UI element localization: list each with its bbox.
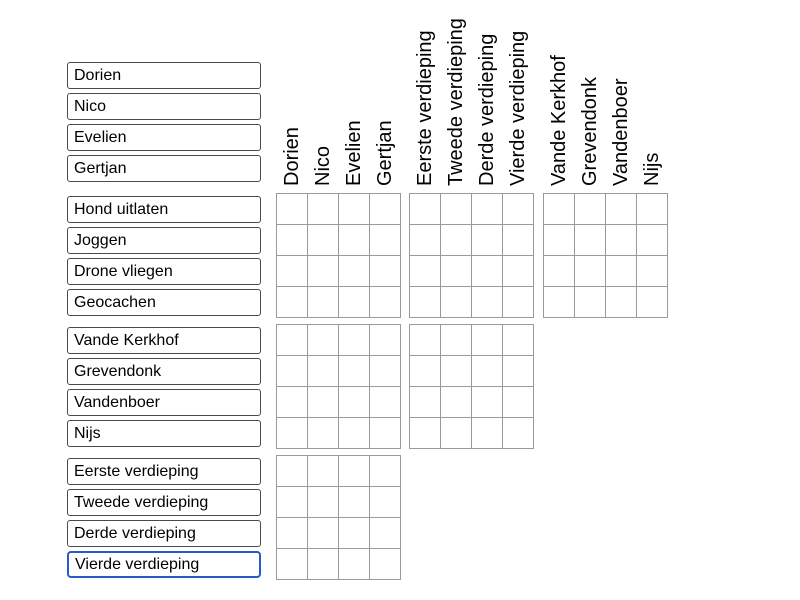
- cell-vande-kerkhof-nico[interactable]: [308, 325, 339, 356]
- cell-joggen-gertjan[interactable]: [370, 225, 401, 256]
- cell-joggen-evelien[interactable]: [339, 225, 370, 256]
- col-header-gertjan: Gertjan: [373, 120, 396, 186]
- cell-tweede-verdieping-gertjan[interactable]: [370, 487, 401, 518]
- cell-geocachen-vande-kerkhof[interactable]: [544, 287, 575, 318]
- col-header-evelien: Evelien: [342, 120, 365, 186]
- cell-geocachen-nico[interactable]: [308, 287, 339, 318]
- cell-eerste-verdieping-gertjan[interactable]: [370, 456, 401, 487]
- row-label-eerste-verdieping[interactable]: Eerste verdieping: [67, 458, 261, 485]
- cell-joggen-dorien[interactable]: [277, 225, 308, 256]
- cell-hond-uitlaten-vandenboer[interactable]: [606, 194, 637, 225]
- cell-drone-vliegen-evelien[interactable]: [339, 256, 370, 287]
- col-header-nijs: Nijs: [640, 152, 663, 186]
- cell-vierde-verdieping-nico[interactable]: [308, 549, 339, 580]
- col-header-nico: Nico: [311, 145, 334, 186]
- cell-joggen-vande-kerkhof[interactable]: [544, 225, 575, 256]
- cell-drone-vliegen-vande-kerkhof[interactable]: [544, 256, 575, 287]
- row-label-tweede-verdieping[interactable]: Tweede verdieping: [67, 489, 261, 516]
- row-label-nijs[interactable]: Nijs: [67, 420, 261, 447]
- cell-hond-uitlaten-grevendonk[interactable]: [575, 194, 606, 225]
- cell-vierde-verdieping-evelien[interactable]: [339, 549, 370, 580]
- cell-vande-kerkhof-eerste-verdieping[interactable]: [410, 325, 441, 356]
- cell-derde-verdieping-evelien[interactable]: [339, 518, 370, 549]
- grid-block-activities-x-floors: [409, 193, 534, 318]
- cell-drone-vliegen-vierde-verdieping[interactable]: [503, 256, 534, 287]
- cell-nijs-evelien[interactable]: [339, 418, 370, 449]
- cell-nijs-derde-verdieping[interactable]: [472, 418, 503, 449]
- cell-vandenboer-tweede-verdieping[interactable]: [441, 387, 472, 418]
- cell-grevendonk-eerste-verdieping[interactable]: [410, 356, 441, 387]
- cell-vande-kerkhof-evelien[interactable]: [339, 325, 370, 356]
- cell-drone-vliegen-nijs[interactable]: [637, 256, 668, 287]
- cell-hond-uitlaten-derde-verdieping[interactable]: [472, 194, 503, 225]
- row-label-geocachen[interactable]: Geocachen: [67, 289, 261, 316]
- cell-vandenboer-derde-verdieping[interactable]: [472, 387, 503, 418]
- cell-vande-kerkhof-gertjan[interactable]: [370, 325, 401, 356]
- cell-drone-vliegen-grevendonk[interactable]: [575, 256, 606, 287]
- cell-vierde-verdieping-gertjan[interactable]: [370, 549, 401, 580]
- cell-hond-uitlaten-vierde-verdieping[interactable]: [503, 194, 534, 225]
- row-label-drone-vliegen[interactable]: Drone vliegen: [67, 258, 261, 285]
- cell-joggen-nijs[interactable]: [637, 225, 668, 256]
- cell-vandenboer-evelien[interactable]: [339, 387, 370, 418]
- grid-block-activities-x-surnames: [543, 193, 668, 318]
- cell-drone-vliegen-dorien[interactable]: [277, 256, 308, 287]
- row-label-joggen[interactable]: Joggen: [67, 227, 261, 254]
- row-label-gertjan[interactable]: Gertjan: [67, 155, 261, 182]
- cell-geocachen-evelien[interactable]: [339, 287, 370, 318]
- row-label-nico[interactable]: Nico: [67, 93, 261, 120]
- cell-geocachen-eerste-verdieping[interactable]: [410, 287, 441, 318]
- cell-tweede-verdieping-dorien[interactable]: [277, 487, 308, 518]
- row-label-grevendonk[interactable]: Grevendonk: [67, 358, 261, 385]
- cell-nijs-gertjan[interactable]: [370, 418, 401, 449]
- cell-grevendonk-tweede-verdieping[interactable]: [441, 356, 472, 387]
- cell-drone-vliegen-derde-verdieping[interactable]: [472, 256, 503, 287]
- cell-nijs-eerste-verdieping[interactable]: [410, 418, 441, 449]
- cell-geocachen-dorien[interactable]: [277, 287, 308, 318]
- row-label-dorien[interactable]: Dorien: [67, 62, 261, 89]
- cell-nijs-tweede-verdieping[interactable]: [441, 418, 472, 449]
- cell-grevendonk-gertjan[interactable]: [370, 356, 401, 387]
- cell-vande-kerkhof-tweede-verdieping[interactable]: [441, 325, 472, 356]
- cell-vande-kerkhof-dorien[interactable]: [277, 325, 308, 356]
- col-header-vande-kerkhof: Vande Kerkhof: [547, 55, 570, 186]
- cell-grevendonk-evelien[interactable]: [339, 356, 370, 387]
- cell-geocachen-vandenboer[interactable]: [606, 287, 637, 318]
- cell-derde-verdieping-nico[interactable]: [308, 518, 339, 549]
- cell-geocachen-gertjan[interactable]: [370, 287, 401, 318]
- grid-block-surnames-x-floors: [409, 324, 534, 449]
- cell-nijs-nico[interactable]: [308, 418, 339, 449]
- cell-joggen-grevendonk[interactable]: [575, 225, 606, 256]
- row-label-vande-kerkhof[interactable]: Vande Kerkhof: [67, 327, 261, 354]
- cell-geocachen-vierde-verdieping[interactable]: [503, 287, 534, 318]
- cell-eerste-verdieping-nico[interactable]: [308, 456, 339, 487]
- cell-hond-uitlaten-gertjan[interactable]: [370, 194, 401, 225]
- grid-block-activities-x-names: [276, 193, 401, 318]
- cell-geocachen-nijs[interactable]: [637, 287, 668, 318]
- cell-derde-verdieping-dorien[interactable]: [277, 518, 308, 549]
- cell-drone-vliegen-gertjan[interactable]: [370, 256, 401, 287]
- cell-geocachen-tweede-verdieping[interactable]: [441, 287, 472, 318]
- cell-vandenboer-vierde-verdieping[interactable]: [503, 387, 534, 418]
- col-header-dorien: Dorien: [280, 127, 303, 186]
- cell-hond-uitlaten-tweede-verdieping[interactable]: [441, 194, 472, 225]
- cell-joggen-derde-verdieping[interactable]: [472, 225, 503, 256]
- cell-geocachen-derde-verdieping[interactable]: [472, 287, 503, 318]
- grid-block-floors-x-names: [276, 455, 401, 580]
- cell-hond-uitlaten-vande-kerkhof[interactable]: [544, 194, 575, 225]
- col-header-grevendonk: Grevendonk: [578, 77, 601, 186]
- cell-hond-uitlaten-nijs[interactable]: [637, 194, 668, 225]
- row-label-vierde-verdieping[interactable]: Vierde verdieping: [67, 551, 261, 578]
- row-label-vandenboer[interactable]: Vandenboer: [67, 389, 261, 416]
- col-header-vierde-verdieping: Vierde verdieping: [506, 30, 529, 186]
- cell-drone-vliegen-nico[interactable]: [308, 256, 339, 287]
- grid-block-surnames-x-names: [276, 324, 401, 449]
- cell-derde-verdieping-gertjan[interactable]: [370, 518, 401, 549]
- cell-drone-vliegen-eerste-verdieping[interactable]: [410, 256, 441, 287]
- cell-drone-vliegen-tweede-verdieping[interactable]: [441, 256, 472, 287]
- cell-vandenboer-dorien[interactable]: [277, 387, 308, 418]
- cell-grevendonk-nico[interactable]: [308, 356, 339, 387]
- cell-hond-uitlaten-nico[interactable]: [308, 194, 339, 225]
- cell-hond-uitlaten-dorien[interactable]: [277, 194, 308, 225]
- cell-eerste-verdieping-evelien[interactable]: [339, 456, 370, 487]
- col-header-tweede-verdieping: Tweede verdieping: [444, 18, 467, 186]
- row-label-evelien[interactable]: Evelien: [67, 124, 261, 151]
- cell-eerste-verdieping-dorien[interactable]: [277, 456, 308, 487]
- cell-vande-kerkhof-derde-verdieping[interactable]: [472, 325, 503, 356]
- cell-joggen-eerste-verdieping[interactable]: [410, 225, 441, 256]
- cell-joggen-nico[interactable]: [308, 225, 339, 256]
- cell-grevendonk-derde-verdieping[interactable]: [472, 356, 503, 387]
- cell-joggen-vierde-verdieping[interactable]: [503, 225, 534, 256]
- cell-tweede-verdieping-nico[interactable]: [308, 487, 339, 518]
- cell-hond-uitlaten-eerste-verdieping[interactable]: [410, 194, 441, 225]
- cell-vierde-verdieping-dorien[interactable]: [277, 549, 308, 580]
- col-header-vandenboer: Vandenboer: [609, 78, 632, 186]
- cell-joggen-vandenboer[interactable]: [606, 225, 637, 256]
- cell-nijs-vierde-verdieping[interactable]: [503, 418, 534, 449]
- cell-nijs-dorien[interactable]: [277, 418, 308, 449]
- cell-vande-kerkhof-vierde-verdieping[interactable]: [503, 325, 534, 356]
- cell-grevendonk-dorien[interactable]: [277, 356, 308, 387]
- cell-vandenboer-nico[interactable]: [308, 387, 339, 418]
- cell-vandenboer-eerste-verdieping[interactable]: [410, 387, 441, 418]
- row-label-hond-uitlaten[interactable]: Hond uitlaten: [67, 196, 261, 223]
- col-header-derde-verdieping: Derde verdieping: [475, 33, 498, 186]
- cell-vandenboer-gertjan[interactable]: [370, 387, 401, 418]
- cell-hond-uitlaten-evelien[interactable]: [339, 194, 370, 225]
- row-label-derde-verdieping[interactable]: Derde verdieping: [67, 520, 261, 547]
- col-header-eerste-verdieping: Eerste verdieping: [413, 30, 436, 186]
- cell-geocachen-grevendonk[interactable]: [575, 287, 606, 318]
- cell-grevendonk-vierde-verdieping[interactable]: [503, 356, 534, 387]
- cell-drone-vliegen-vandenboer[interactable]: [606, 256, 637, 287]
- cell-joggen-tweede-verdieping[interactable]: [441, 225, 472, 256]
- cell-tweede-verdieping-evelien[interactable]: [339, 487, 370, 518]
